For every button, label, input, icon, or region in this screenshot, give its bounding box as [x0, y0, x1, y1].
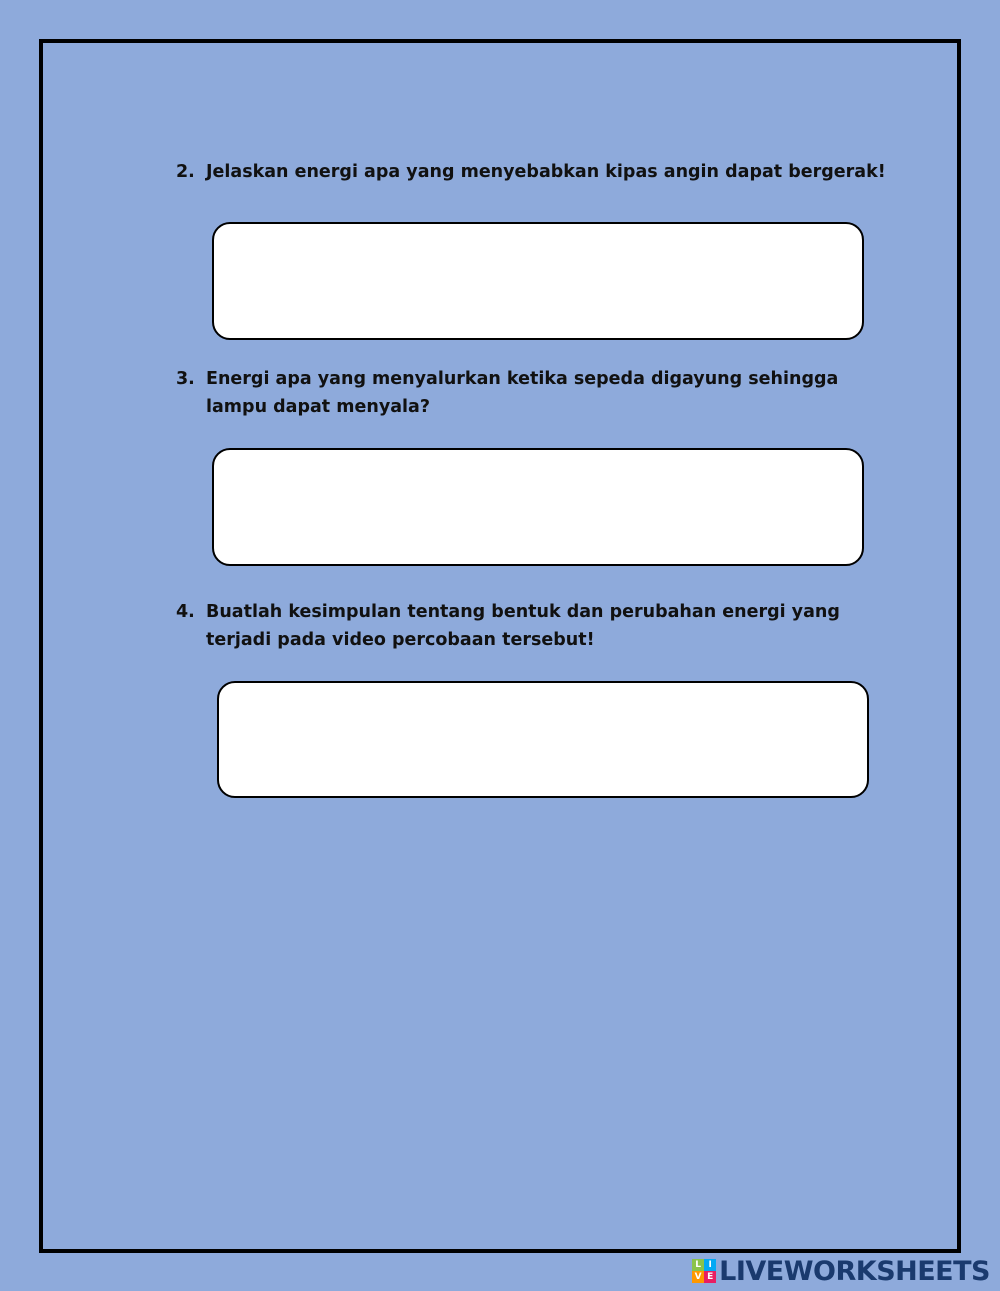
- question-text: Energi apa yang menyalurkan ketika sepeda digayung sehingga lampu dapat menyala?: [206, 369, 839, 417]
- question-text: Buatlah kesimpulan tentang bentuk dan perubahan energi yang terjadi pada video percobaan tersebut!: [206, 602, 840, 650]
- question-4: [176, 598, 896, 654]
- question-number: 2.: [176, 162, 195, 182]
- question-2: [176, 158, 896, 186]
- logo-letter: E: [704, 1271, 716, 1283]
- brand-text: LIVEWORKSHEETS: [719, 1255, 990, 1287]
- logo-letter: L: [692, 1259, 704, 1271]
- liveworksheets-brand: [692, 1254, 990, 1288]
- liveworksheets-logo-icon: [692, 1259, 716, 1283]
- question-3: [176, 365, 896, 421]
- question-number: 3.: [176, 369, 195, 389]
- answer-box-4[interactable]: [217, 681, 869, 798]
- question-text: Jelaskan energi apa yang menyebabkan kipas angin dapat bergerak!: [206, 162, 886, 182]
- answer-box-3[interactable]: [212, 448, 864, 566]
- question-number: 4.: [176, 602, 195, 622]
- logo-letter: V: [692, 1271, 704, 1283]
- answer-box-2[interactable]: [212, 222, 864, 340]
- logo-letter: I: [704, 1259, 716, 1271]
